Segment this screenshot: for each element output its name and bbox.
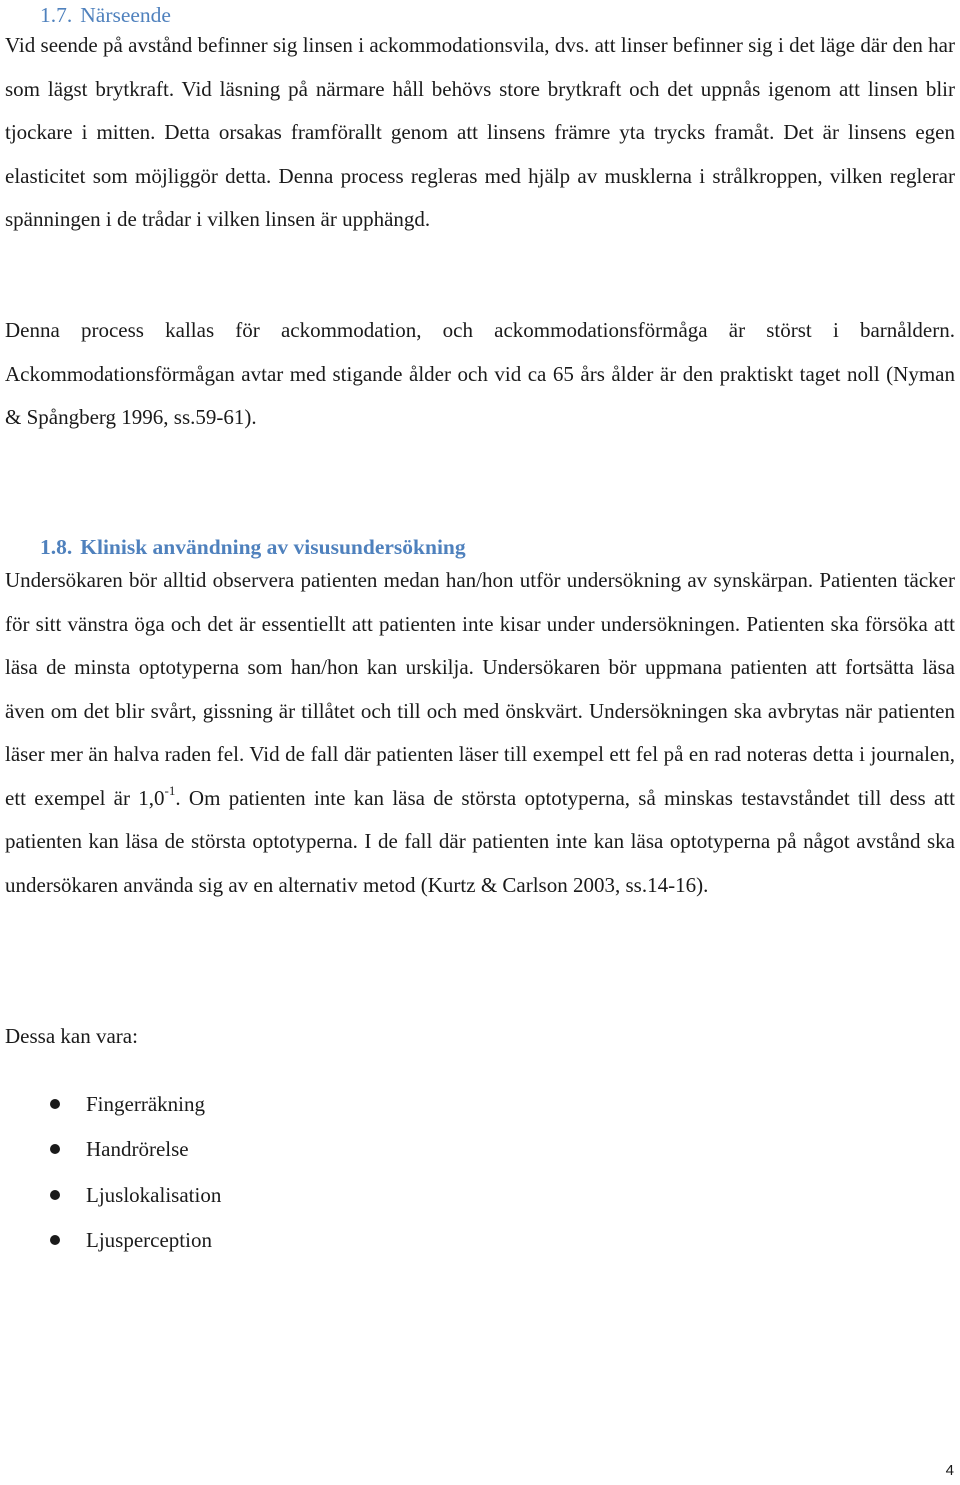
paragraph-text-part-1: Undersökaren bör alltid observera patienten medan han/hon utför undersökning av synskärpan. Patienten täcker för sitt vänstra öga och det är essentiellt att patienten inte kisar under undersökningen. Patienten ska försöka att läsa de minsta optotyperna som han/hon kan urskilja. Undersökaren bör uppmana patienten att fortsätta läsa även om det blir svårt, gissning är tillåtet och till och med önskvärt. Undersökningen ska avbrytas när patienten läser mer än halva raden fel. Vid de fall där patienten läser till exempel ett fel på en rad noteras detta i journalen, ett exempel är 1,0 <box>5 568 955 810</box>
section-title: Klinisk användning av visusundersökning <box>80 535 466 559</box>
paragraph-narseende-1: Vid seende på avstånd befinner sig linsen i ackommodationsvila, dvs. att linser befinner sig i det läge där den har som lägst brytkraft. Vid läsning på närmare håll behövs store brytkraft och det uppnås igenom att linsen blir tjockare i mitten. Detta orsakas framförallt genom att linsens främre yta trycks framåt. Det är linsens egen elasticitet som möjliggör detta. Denna process regleras med hjälp av musklerna i strålkroppen, vilken reglerar spänningen i de trådar i vilken linsen är upphängd. <box>5 33 955 232</box>
paragraph-narseende-2: Denna process kallas för ackommodation, och ackommodationsförmåga är störst i barnåldern. Ackommodationsförmågan avtar med stigande ålder och vid ca 65 års ålder är den praktiskt taget noll (Nyman & Spångberg 1996, ss.59-61). <box>5 318 955 430</box>
paragraph-klinisk-anvandning <box>5 559 955 907</box>
list-intro: Dessa kan vara: <box>5 1024 138 1048</box>
paragraph-text-part-2: . Om patienten inte kan läsa de största optotyperna, så minskas testavståndet till dess att patienten kan läsa de största optotyperna. I de fall där patienten inte kan läsa optotyperna på något avstånd ska undersökaren använda sig av en alternativ metod (Kurtz & Carlson 2003, ss.14-16). <box>5 785 956 897</box>
section-title: Närseende <box>80 3 171 27</box>
bullet-icon <box>50 1099 60 1109</box>
bullet-icon <box>50 1144 60 1154</box>
page-number: 4 <box>945 1462 954 1479</box>
section-number: 1.7. <box>40 3 73 27</box>
section-heading-1-8 <box>40 535 466 560</box>
section-number: 1.8. <box>40 535 73 559</box>
bullet-icon <box>50 1190 60 1200</box>
superscript-minus-one: -1 <box>164 782 176 798</box>
bullet-icon <box>50 1235 60 1245</box>
